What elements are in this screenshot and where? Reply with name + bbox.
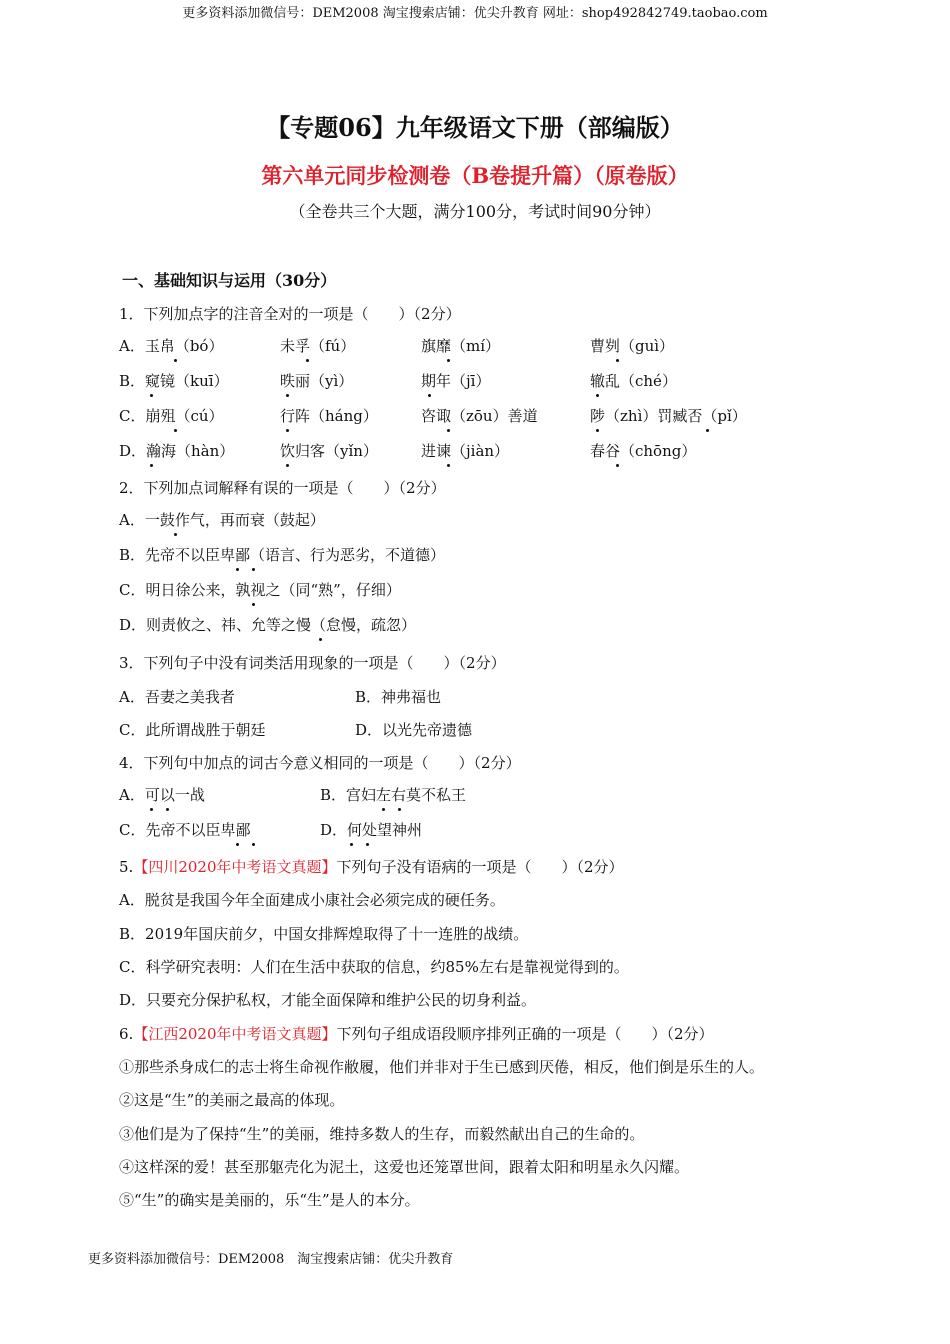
emphasis-dot <box>150 808 153 811</box>
q1-option: 进谏（jiàn） <box>421 442 510 460</box>
q2-option: A．一鼓作气，再而衰（鼓起） <box>119 511 325 529</box>
emphasis-dot <box>319 638 322 641</box>
q1-option: D．瀚海（hàn） <box>119 442 235 460</box>
q1-option: 辙乱（ché） <box>590 372 677 390</box>
emphasis-dot <box>382 808 385 811</box>
source-tag: 【江西2020年中考语文真题】 <box>133 1025 337 1043</box>
q6-item: ②这是“生”的美丽之最高的体现。 <box>119 1091 345 1109</box>
question-number: 5. <box>119 858 134 876</box>
q1-option: 春谷（chōng） <box>590 442 697 460</box>
emphasis-dot <box>616 464 619 467</box>
q6-item: ⑤“生”的确实是美丽的，乐“生”是人的本分。 <box>119 1191 420 1209</box>
emphasis-dot <box>286 394 289 397</box>
q4-option: A．可以一战 <box>119 786 205 804</box>
q1-option: 陟（zhì）罚臧否（pǐ） <box>590 407 747 425</box>
emphasis-dot <box>286 429 289 432</box>
q3-option: D．以光先帝遗德 <box>355 721 473 739</box>
q1-option: 曹刿（guì） <box>590 337 675 355</box>
document-subtitle: 第六单元同步检测卷（B卷提升篇）（原卷版） <box>261 163 689 188</box>
q1-option: 咨诹（zōu）善道 <box>421 407 538 425</box>
q6-item: ①那些杀身成仁的志士将生命视作敝履，他们并非对于生已感到厌倦，相反，他们倒是乐生的人。 <box>119 1058 765 1076</box>
emphasis-dot <box>366 843 369 846</box>
q5-option: A．脱贫是我国今年全面建成小康社会必须完成的硬任务。 <box>119 891 505 909</box>
q6-item: ④这样深的爱！甚至那躯壳化为泥土，这爱也还笼罩世间，跟着太阳和明星永久闪耀。 <box>119 1158 690 1176</box>
question-6-stem <box>119 1024 714 1044</box>
q4-option: B．宫妇左右莫不私王 <box>320 786 467 804</box>
q6-item: ③他们是为了保持“生”的美丽，维持多数人的生存，而毅然献出自己的生命的。 <box>119 1125 645 1143</box>
source-tag: 【四川2020年中考语文真题】 <box>133 858 337 876</box>
emphasis-dot <box>306 359 309 362</box>
q5-option: B．2019年国庆前夕，中国女排辉煌取得了十一连胜的战绩。 <box>119 925 529 943</box>
q1-option: 饮归客（yǐn） <box>280 442 378 460</box>
emphasis-dot <box>596 394 599 397</box>
document-title: 【专题06】九年级语文下册（部编版） <box>266 113 684 142</box>
question-4-stem: 4．下列句中加点的词古今意义相同的一项是（ ）（2分） <box>119 754 521 772</box>
emphasis-dot <box>236 843 239 846</box>
q1-option: 昳丽（yì） <box>280 372 354 390</box>
q1-option: 行阵（háng） <box>280 407 378 425</box>
emphasis-dot <box>166 808 169 811</box>
q3-option: C．此所谓战胜于朝廷 <box>119 721 266 739</box>
emphasis-dot <box>174 359 177 362</box>
emphasis-dot <box>616 359 619 362</box>
q1-option: 旗靡（mí） <box>421 337 501 355</box>
q2-option: C．明日徐公来，孰视之（同“熟”，仔细） <box>119 581 401 599</box>
page-footer: 更多资料添加微信号：DEM2008 淘宝搜索店铺：优尖升教育 <box>88 1252 454 1267</box>
emphasis-dot <box>447 464 450 467</box>
q4-option: D．何处望神州 <box>320 821 423 839</box>
q2-option: D．则责攸之、祎、允等之慢（怠慢，疏忽） <box>119 616 417 634</box>
q5-option: D．只要充分保护私权，才能全面保障和维护公民的切身利益。 <box>119 991 537 1009</box>
question-3-stem: 3．下列句子中没有词类活用现象的一项是（ ）（2分） <box>119 654 506 672</box>
emphasis-dot <box>174 429 177 432</box>
question-2-stem: 2．下列加点词解释有误的一项是（ ）（2分） <box>119 479 446 497</box>
q1-option: C．崩殂（cú） <box>119 407 224 425</box>
question-1-stem: 1．下列加点字的注音全对的一项是（ ）（2分） <box>119 305 461 323</box>
q3-option: A．吾妻之美我者 <box>119 688 235 706</box>
question-number: 6. <box>119 1025 134 1043</box>
question-5-stem <box>119 857 624 877</box>
q1-option: A．玉帛（bó） <box>119 337 224 355</box>
emphasis-dot <box>252 843 255 846</box>
emphasis-dot <box>706 429 709 432</box>
emphasis-dot <box>174 533 177 536</box>
q1-option: 期年（jī） <box>421 372 491 390</box>
emphasis-dot <box>150 464 153 467</box>
emphasis-dot <box>252 568 255 571</box>
q2-option: B．先帝不以臣卑鄙（语言、行为恶劣，不道德） <box>119 546 446 564</box>
emphasis-dot <box>350 843 353 846</box>
q1-option: 未孚（fú） <box>280 337 356 355</box>
question-text: 下列句子组成语段顺序排列正确的一项是（ ）（2分） <box>336 1025 714 1043</box>
emphasis-dot <box>286 464 289 467</box>
emphasis-dot <box>596 429 599 432</box>
emphasis-dot <box>428 394 431 397</box>
section-heading: 一、基础知识与运用（30分） <box>122 271 337 290</box>
emphasis-dot <box>447 429 450 432</box>
q3-option: B．神弗福也 <box>355 688 442 706</box>
emphasis-dot <box>150 394 153 397</box>
q1-option: B．窥镜（kuī） <box>119 372 229 390</box>
q4-option: C．先帝不以臣卑鄙 <box>119 821 251 839</box>
question-text: 下列句子没有语病的一项是（ ）（2分） <box>336 858 624 876</box>
emphasis-dot <box>398 808 401 811</box>
q5-option: C．科学研究表明：人们在生活中获取的信息，约85%左右是靠视觉得到的。 <box>119 958 629 976</box>
emphasis-dot <box>252 603 255 606</box>
emphasis-dot <box>447 359 450 362</box>
emphasis-dot <box>236 568 239 571</box>
exam-note: （全卷共三个大题，满分100分，考试时间90分钟） <box>289 202 661 221</box>
page-header: 更多资料添加微信号：DEM2008 淘宝搜索店铺：优尖升教育 网址：shop492842749.taobao.com <box>182 6 768 21</box>
